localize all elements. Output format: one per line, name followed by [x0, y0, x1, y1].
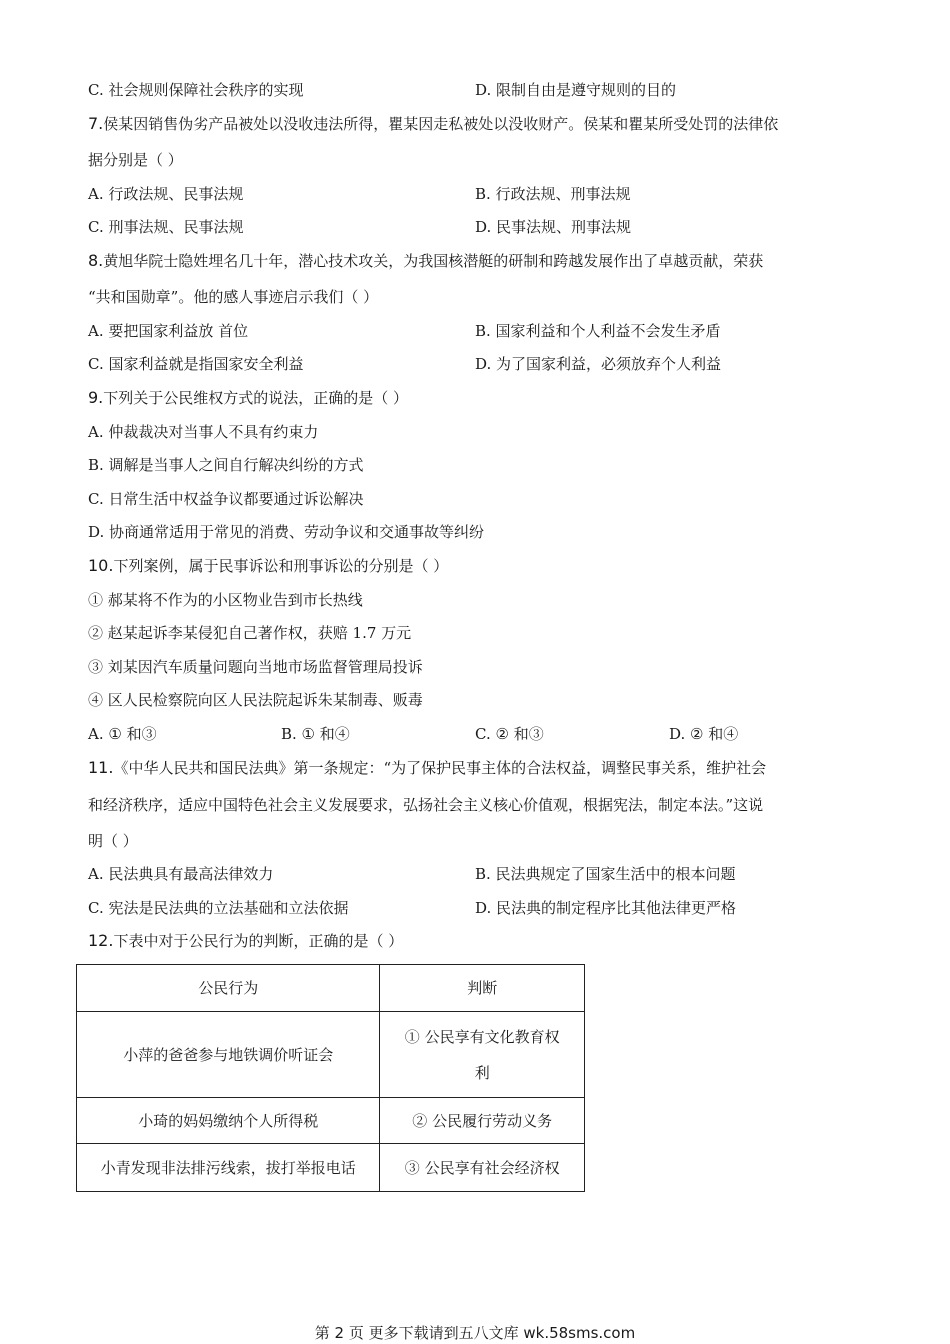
q7-option-c: C. 刑事法规、民事法规 — [88, 218, 244, 236]
q11-stem-line3: 明（ ） — [88, 832, 138, 850]
q11-option-c: C. 宪法是民法典的立法基础和立法依据 — [88, 899, 349, 917]
q8-stem-line1: 黄旭华院士隐姓埋名几十年，潜心技术攻关，为我国核潜艇的研制和跨越发展作出了卓越贡献，荣获 — [103, 252, 764, 270]
q12-stem — [88, 931, 403, 951]
table-row — [77, 1144, 585, 1192]
q10-statement-3: ③ 刘某因汽车质量问题向当地市场监督管理局投诉 — [88, 658, 423, 676]
table-cell-behavior: 小琦的妈妈缴纳个人所得税 — [77, 1098, 380, 1144]
q9-stem — [88, 388, 408, 408]
table-row — [77, 1012, 585, 1098]
q12-table — [76, 964, 585, 1192]
q8-option-b: B. 国家利益和个人利益不会发生矛盾 — [475, 322, 721, 340]
q9-stem-line1: 下列关于公民维权方式的说法，正确的是（ ） — [103, 389, 409, 407]
q7-option-d: D. 民事法规、刑事法规 — [475, 218, 632, 236]
q11-stem-line1: 《中华人民共和国民法典》第一条规定：“为了保护民事主体的合法权益，调整民事关系，维护社会 — [113, 759, 767, 777]
q7-option-b: B. 行政法规、刑事法规 — [475, 185, 631, 203]
table-cell-judgement — [380, 1012, 585, 1098]
table-cell-judgement: ③ 公民享有社会经济权 — [380, 1144, 585, 1192]
q10-statement-2: ② 赵某起诉李某侵犯自己著作权，获赔 1.7 万元 — [88, 624, 412, 642]
q12-number: 12. — [88, 931, 114, 950]
q10-stem-line1: 下列案例，属于民事诉讼和刑事诉讼的分别是（ ） — [113, 557, 449, 575]
q9-number: 9. — [88, 388, 104, 407]
judgement-line1: ① 公民享有文化教育权 — [404, 1027, 560, 1046]
page-footer: 第 2 页 更多下载请到五八文库 wk.58sms.com — [314, 1324, 636, 1342]
q7-option-a: A. 行政法规、民事法规 — [88, 185, 244, 203]
table-header-behavior: 公民行为 — [77, 965, 380, 1012]
q9-option-d: D. 协商通常适用于常见的消费、劳动争议和交通事故等纠纷 — [88, 523, 485, 541]
q8-stem — [88, 251, 763, 271]
q8-number: 8. — [88, 251, 104, 270]
q11-stem-line2: 和经济秩序，适应中国特色社会主义发展要求，弘扬社会主义核心价值观，根据宪法，制定本法。”这说 — [88, 796, 764, 814]
q12-stem-line1: 下表中对于公民行为的判断，正确的是（ ） — [113, 932, 404, 950]
q8-stem-line2: “共和国勋章”。他的感人事迹启示我们（ ） — [88, 288, 379, 306]
q11-option-d: D. 民法典的制定程序比其他法律更严格 — [475, 899, 737, 917]
q11-option-b: B. 民法典规定了国家生活中的根本问题 — [475, 865, 736, 883]
q9-option-c: C. 日常生活中权益争议都要通过诉讼解决 — [88, 490, 364, 508]
q6-option-d: D. 限制自由是遵守规则的目的 — [475, 81, 677, 99]
q9-option-b: B. 调解是当事人之间自行解决纠纷的方式 — [88, 456, 364, 474]
table-header-row — [77, 965, 585, 1012]
q10-option-b: B. ① 和④ — [281, 725, 350, 743]
q8-option-a: A. 要把国家利益放 首位 — [88, 322, 249, 340]
q10-option-c: C. ② 和③ — [475, 725, 544, 743]
q9-option-a: A. 仲裁裁决对当事人不具有约束力 — [88, 423, 319, 441]
q11-stem — [88, 758, 766, 778]
q7-number: 7. — [88, 114, 104, 133]
table-cell-judgement: ② 公民履行劳动义务 — [380, 1098, 585, 1144]
q10-statement-1: ① 郝某将不作为的小区物业告到市长热线 — [88, 591, 363, 609]
q10-option-a: A. ① 和③ — [88, 725, 157, 743]
q6-option-c: C. 社会规则保障社会秩序的实现 — [88, 81, 304, 99]
table-header-judgement: 判断 — [380, 965, 585, 1012]
q11-number: 11. — [88, 758, 114, 777]
q10-number: 10. — [88, 556, 114, 575]
q7-stem-line2: 据分别是（ ） — [88, 151, 183, 169]
q8-option-d: D. 为了国家利益，必须放弃个人利益 — [475, 355, 722, 373]
q8-option-c: C. 国家利益就是指国家安全利益 — [88, 355, 304, 373]
q10-option-d: D. ② 和④ — [669, 725, 739, 743]
judgement-line2: 利 — [474, 1063, 490, 1082]
q7-stem — [88, 114, 778, 134]
q11-option-a: A. 民法典具有最高法律效力 — [88, 865, 274, 883]
table-cell-behavior: 小青发现非法排污线索，拔打举报电话 — [77, 1144, 380, 1192]
q7-stem-line1: 侯某因销售伪劣产品被处以没收违法所得，瞿某因走私被处以没收财产。侯某和瞿某所受处罚的法律依 — [103, 115, 779, 133]
table-row — [77, 1098, 585, 1144]
table-cell-behavior: 小萍的爸爸参与地铁调价听证会 — [77, 1012, 380, 1098]
q10-statement-4: ④ 区人民检察院向区人民法院起诉朱某制毒、贩毒 — [88, 691, 423, 709]
q10-stem — [88, 556, 448, 576]
